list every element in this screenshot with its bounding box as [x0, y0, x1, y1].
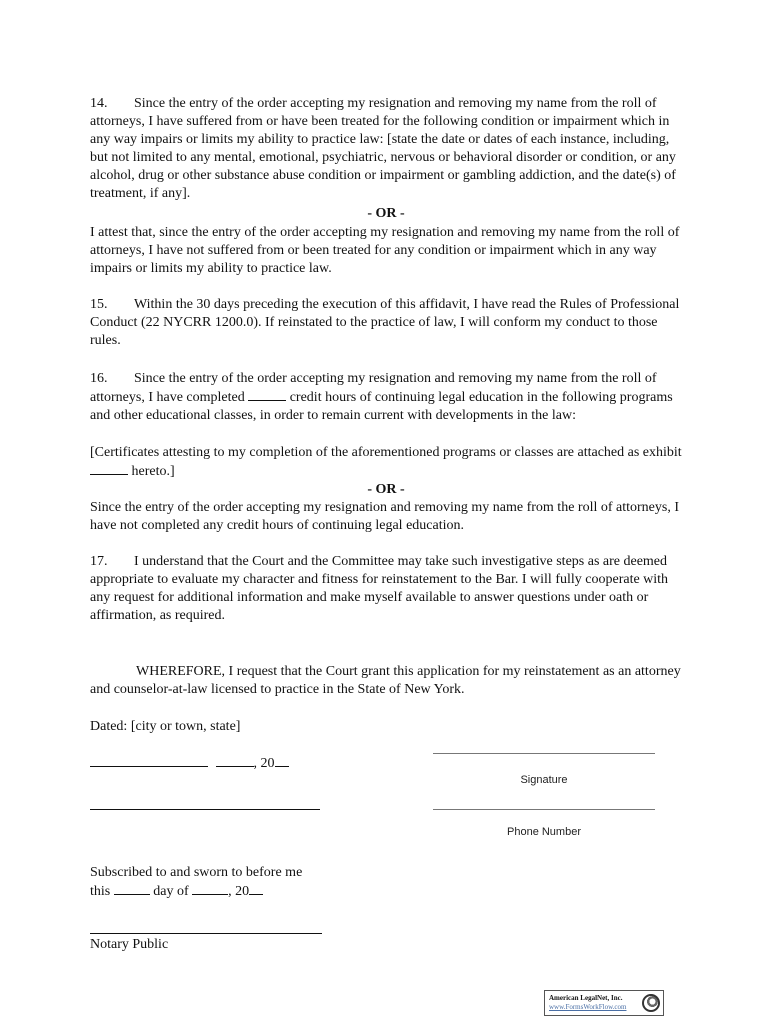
paragraph-text: Since the entry of the order accepting my resignation and removing my name from the roll of attorneys, I have completed	[90, 371, 657, 405]
paragraph-15	[90, 296, 682, 350]
paragraph-14	[90, 95, 682, 203]
notary-this-label: this	[90, 884, 111, 899]
paragraph-number: 14.	[90, 96, 108, 111]
or-separator: - OR -	[367, 482, 405, 497]
paragraph-text: credit hours of continuing legal education in the following programs and other educational classes, in order to remain current with developments in the law:	[90, 390, 673, 423]
certificates-text-end: hereto.]	[131, 464, 175, 479]
publisher-badge[interactable]	[544, 990, 664, 1016]
paragraph-17	[90, 553, 682, 625]
date-year-prefix: , 20	[253, 756, 275, 771]
paragraph-number: 16.	[90, 371, 108, 386]
notary-signature-line[interactable]	[90, 933, 322, 934]
dated-label: Dated: [city or town, state]	[90, 719, 241, 734]
exhibit-blank[interactable]	[90, 462, 128, 475]
date-line	[90, 754, 289, 773]
certificates-note	[90, 444, 682, 481]
credit-hours-blank[interactable]	[248, 388, 286, 401]
notary-date-line	[90, 882, 263, 901]
or-separator: - OR -	[367, 206, 405, 221]
paragraph-text: Within the 30 days preceding the execution of this affidavit, I have read the Rules of Professional Conduct (22 NYCRR 1200.0). If reinstated to the practice of law, I will conform my conduct to those rules.	[90, 297, 680, 348]
paragraph-number: 17.	[90, 554, 108, 569]
wherefore-clause: WHEREFORE, I request that the Court grant this application for my reinstatement as an attorney and counselor-at-law licensed to practice in the State of New York.	[90, 664, 681, 697]
paragraph-text: I understand that the Court and the Committee may take such investigative steps as are deemed appropriate to evaluate my character and fitness for reinstatement to the Bar. I will fully cooperate with any request for additional information and make myself available to answer questions under oath or affirmation, as required.	[90, 554, 669, 623]
publisher-logo-icon	[642, 994, 660, 1012]
phone-number-label: Phone Number	[507, 826, 581, 838]
notary-month-blank[interactable]	[192, 882, 228, 895]
paragraph-16	[90, 370, 682, 425]
name-line[interactable]	[90, 809, 320, 810]
signature-line[interactable]	[433, 753, 655, 754]
date-month-blank[interactable]	[90, 754, 208, 767]
notary-day-of-label: day of	[153, 884, 189, 899]
paragraph-16-alternative: Since the entry of the order accepting my resignation and removing my name from the roll of attorneys, I have not completed any credit hours of continuing legal education.	[90, 500, 679, 533]
date-year-blank[interactable]	[275, 754, 289, 767]
paragraph-text: Since the entry of the order accepting my resignation and removing my name from the roll of attorneys, I have suffered from or have been treated for the following condition or impairment which in any way impairs or limits my ability to practice law: [state the date or dates of each instance, including, but not limited to any mental, emotional, psychiatric, nervous or behavioral disorder or condition, or any alcohol, drug or other substance abuse condition or impairment or gambling addiction, and the date(s) of treatment, if any].	[90, 96, 676, 201]
date-day-blank[interactable]	[216, 754, 254, 767]
certificates-text: [Certificates attesting to my completion of the aforementioned programs or classes are attached as exhibit	[90, 445, 682, 460]
signature-label: Signature	[520, 774, 568, 786]
notary-day-blank[interactable]	[114, 882, 150, 895]
notary-year-prefix: , 20	[228, 884, 250, 899]
notary-subscribed-line: Subscribed to and sworn to before me	[90, 865, 303, 880]
paragraph-number: 15.	[90, 297, 108, 312]
publisher-url[interactable]: www.FormsWorkFlow.com	[549, 1003, 627, 1011]
paragraph-14-alternative: I attest that, since the entry of the order accepting my resignation and removing my name from the roll of attorneys, I have not suffered from or been treated for any condition or impairment which in any way impairs or limits my ability to practice law.	[90, 225, 680, 276]
phone-number-line[interactable]	[433, 809, 655, 810]
notary-year-blank[interactable]	[249, 882, 263, 895]
notary-public-label: Notary Public	[90, 937, 169, 952]
publisher-name: American LegalNet, Inc.	[549, 994, 623, 1002]
